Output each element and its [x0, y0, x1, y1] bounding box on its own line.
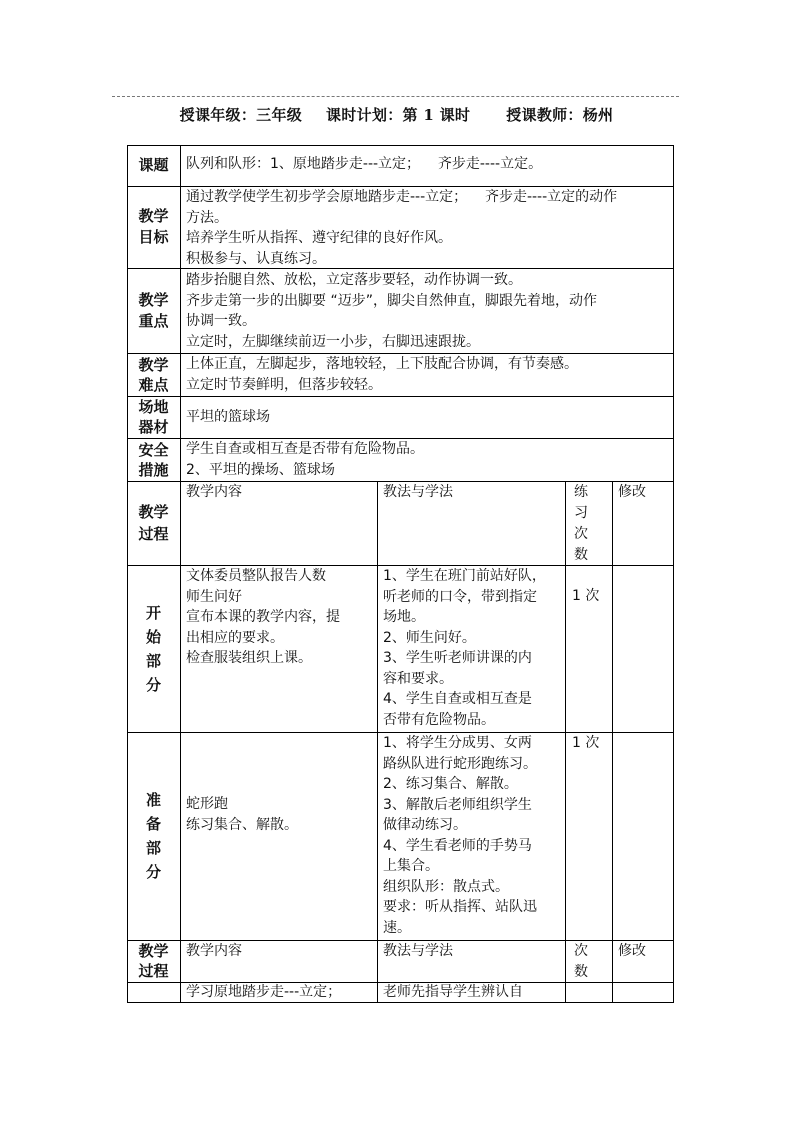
start-method — [377, 566, 565, 732]
start-section-label — [127, 565, 180, 732]
key-line: 踏步抬腿自然、放松，立定落步要轻，动作协调一致。 — [186, 272, 522, 288]
prep-content — [180, 794, 377, 854]
start-content-line: 出相应的要求。 — [186, 629, 284, 646]
goal-label — [127, 186, 180, 268]
safety-line: 2、平坦的操场、篮球场 — [186, 461, 335, 478]
prep-method-line: 4、学生看老师的手势马 — [383, 837, 532, 854]
safety-line: 学生自查或相互查是否带有危险物品。 — [186, 441, 424, 457]
goal-line: 积极参与、认真练习。 — [186, 250, 326, 267]
prep-method-line: 上集合。 — [383, 858, 439, 874]
start-method-line: 1、学生在班门前站好队， — [383, 568, 546, 584]
start-count: 1 次 — [572, 588, 600, 604]
start-section-label-text: 开始部分 — [145, 603, 161, 694]
revise-header-2: 修改 — [618, 943, 646, 959]
start-method-line: 容和要求。 — [383, 670, 453, 687]
process-label-2-text: 教学过程 — [138, 942, 169, 980]
main-method: 老师先指导学生辨认自 — [383, 984, 523, 1000]
prep-method-line: 组织队形：散点式。 — [383, 878, 509, 895]
difficulty-line: 上体正直，左脚起步，落地较轻，上下肢配合协调，有节奏感。 — [186, 356, 578, 372]
main-content: 学习原地踏步走---立定； — [186, 984, 342, 1000]
prep-method-line: 路纵队进行蛇形跑练习。 — [383, 755, 537, 772]
prep-method-line: 1、将学生分成男、女两 — [383, 735, 532, 751]
start-method-line: 场地。 — [383, 609, 425, 625]
venue-label — [127, 396, 180, 438]
difficulty-line: 立定时节奏鲜明，但落步较轻。 — [186, 376, 382, 393]
goal-label-text: 教学目标 — [138, 207, 169, 246]
start-content-line: 宣布本课的教学内容，提 — [186, 609, 340, 625]
safety-label-text: 安全措施 — [138, 440, 169, 479]
start-method-line: 3、学生听老师讲课的内 — [383, 650, 532, 666]
goal-line: 方法。 — [186, 209, 228, 226]
teacher-label: 授课教师：杨州 — [506, 106, 614, 124]
start-method-line: 听老师的口令，带到指定 — [383, 588, 537, 605]
count-header-1-text: 练习次数 — [574, 484, 588, 563]
key-line: 协调一致。 — [186, 313, 256, 329]
key-label — [127, 268, 180, 353]
prep-method-line: 2、练习集合、解散。 — [383, 776, 518, 792]
process-label-1 — [127, 481, 180, 565]
prep-method-line: 3、解散后老师组织学生 — [383, 796, 532, 813]
content-header-2: 教学内容 — [186, 943, 242, 959]
lesson-plan-label: 课时计划：第 1 课时 — [326, 106, 471, 124]
count-header-1 — [565, 482, 612, 564]
method-header-1: 教法与学法 — [383, 484, 453, 500]
key-content — [180, 270, 673, 353]
document-header — [0, 104, 793, 125]
prep-count: 1 次 — [572, 735, 600, 751]
start-content-line: 师生问好 — [186, 588, 242, 605]
key-label-text: 教学重点 — [138, 290, 169, 330]
safety-label — [127, 438, 180, 481]
prep-content-line: 蛇形跑 — [186, 796, 228, 812]
topic-content: 队列和队形：1、原地踏步走---立定； 齐步走----立定。 — [186, 156, 543, 172]
difficulty-label — [127, 353, 180, 396]
key-line: 齐步走第一步的出脚要 “迈步”，脚尖自然伸直，脚跟先着地，动作 — [186, 292, 597, 309]
prep-method-line: 速。 — [383, 919, 411, 936]
grade-label: 授课年级：三年级 — [179, 106, 303, 124]
start-content — [180, 566, 377, 732]
prep-method-line: 做律动练习。 — [383, 817, 467, 833]
top-rule — [112, 96, 679, 97]
count-header-2 — [565, 941, 612, 982]
start-content-line: 检查服装组织上课。 — [186, 650, 312, 666]
safety-content — [180, 439, 673, 481]
goal-line: 通过教学使学生初步学会原地踏步走---立定； 齐步走----立定的动作 — [186, 189, 618, 205]
prep-method — [377, 733, 565, 940]
prep-content-line: 练习集合、解散。 — [186, 816, 298, 833]
prep-section-label-text: 准备部分 — [145, 791, 161, 881]
start-method-line: 2、师生问好。 — [383, 629, 476, 646]
venue-content: 平坦的篮球场 — [186, 409, 270, 425]
method-header-2: 教法与学法 — [383, 943, 453, 959]
goal-content — [180, 187, 673, 268]
key-line: 立定时，左脚继续前迈一小步，右脚迅速跟拢。 — [186, 333, 480, 350]
process-label-2 — [127, 940, 180, 982]
difficulty-label-text: 教学难点 — [138, 355, 169, 394]
goal-line: 培养学生听从指挥、遵守纪律的良好作风。 — [186, 230, 452, 246]
prep-method-line: 要求：听从指挥、站队迅 — [383, 899, 537, 915]
prep-section-label — [127, 732, 180, 940]
difficulty-content — [180, 354, 673, 396]
topic-label: 课题 — [138, 156, 169, 174]
process-label-1-text: 教学过程 — [138, 503, 169, 543]
start-method-line: 4、学生自查或相互查是 — [383, 691, 532, 707]
content-header-1: 教学内容 — [186, 484, 242, 500]
revise-header-1: 修改 — [618, 484, 646, 500]
venue-label-text: 场地器材 — [138, 398, 169, 436]
count-header-2-text: 次数 — [574, 943, 588, 980]
start-method-line: 否带有危险物品。 — [383, 711, 495, 728]
start-content-line: 文体委员整队报告人数 — [186, 568, 326, 584]
